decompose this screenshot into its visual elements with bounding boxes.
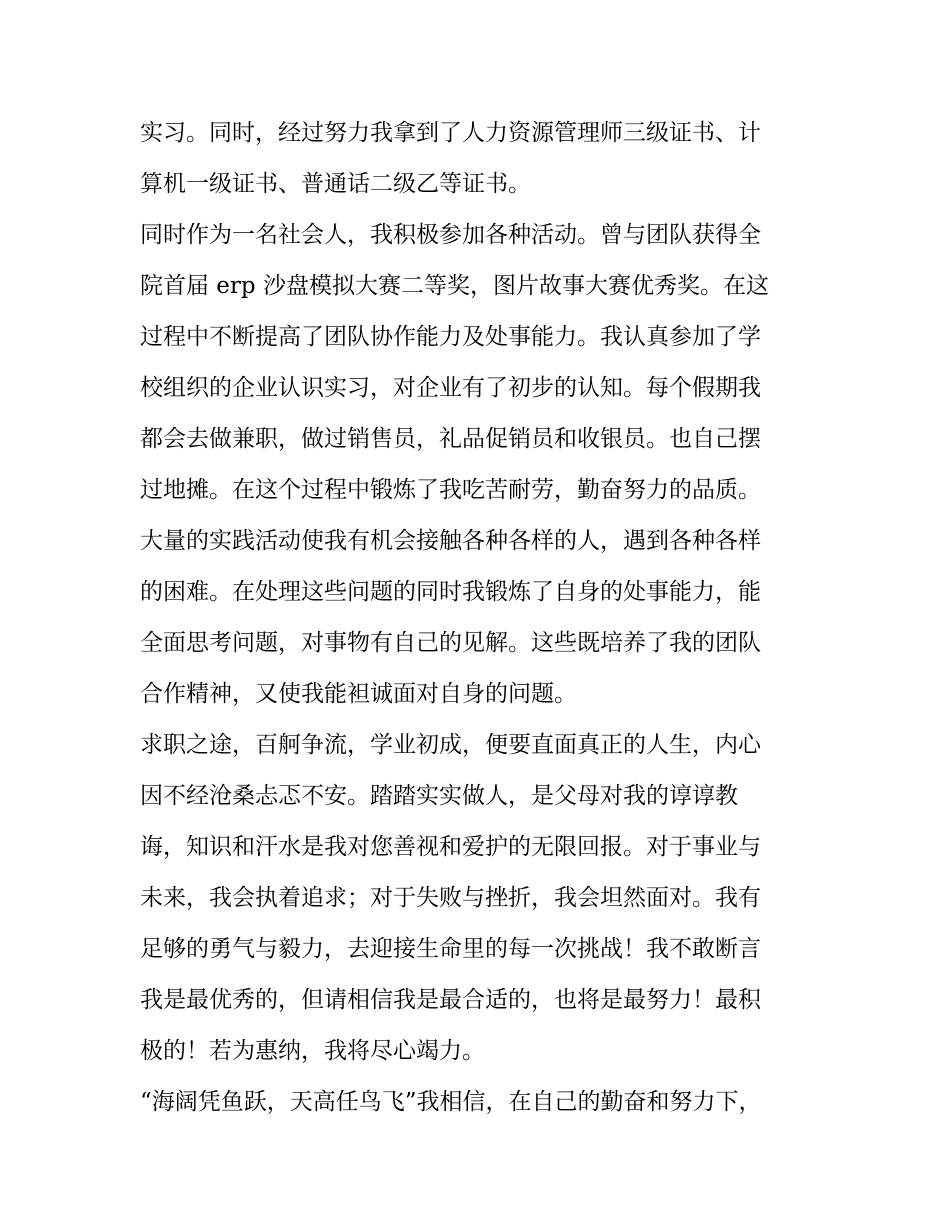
- text-line: 全面思考问题，对事物有自己的见解。这些既培养了我的团队: [140, 630, 761, 656]
- text-line: 诲，知识和汗水是我对您善视和爱护的无限回报。对于事业与: [140, 834, 761, 860]
- text-line: 我是最优秀的，但请相信我是最合适的，也将是最努力！最积: [140, 987, 761, 1013]
- text-line: 求职之途，百舸争流，学业初成，便要直面真正的人生，内心: [140, 732, 761, 758]
- text-line: 因不经沧桑忐忑不安。踏踏实实做人，是父母对我的谆谆教: [140, 783, 738, 809]
- text-line: 大量的实践活动使我有机会接触各种各样的人，遇到各种各样: [140, 528, 761, 554]
- text-line: 院首届 erp 沙盘模拟大赛二等奖，图片故事大赛优秀奖。在这: [140, 273, 769, 299]
- text-line: 都会去做兼职，做过销售员，礼品促销员和收银员。也自己摆: [140, 426, 761, 452]
- text-line: 的困难。在处理这些问题的同时我锻炼了自身的处事能力，能: [140, 579, 761, 605]
- text-line: 过程中不断提高了团队协作能力及处事能力。我认真参加了学: [140, 324, 761, 350]
- text-line: “海阔凭鱼跃，天高任鸟飞”我相信，在自己的勤奋和努力下，: [140, 1089, 762, 1115]
- text-line: 同时作为一名社会人，我积极参加各种活动。曾与团队获得全: [140, 222, 761, 248]
- text-line: 实习。同时，经过努力我拿到了人力资源管理师三级证书、计: [140, 120, 761, 146]
- text-line: 算机一级证书、普通话二级乙等证书。: [140, 171, 531, 197]
- text-line: 校组织的企业认识实习，对企业有了初步的认知。每个假期我: [140, 375, 761, 401]
- text-line: 过地摊。在这个过程中锻炼了我吃苦耐劳，勤奋努力的品质。: [140, 477, 761, 503]
- text-line: 合作精神，又使我能袒诚面对自身的问题。: [140, 681, 577, 707]
- text-line: 未来，我会执着追求；对于失败与挫折，我会坦然面对。我有: [140, 885, 761, 911]
- body-text: [140, 108, 820, 1128]
- text-line: 极的！若为惠纳，我将尽心竭力。: [140, 1038, 485, 1064]
- text-line: 足够的勇气与毅力，去迎接生命里的每一次挑战！我不敢断言: [140, 936, 761, 962]
